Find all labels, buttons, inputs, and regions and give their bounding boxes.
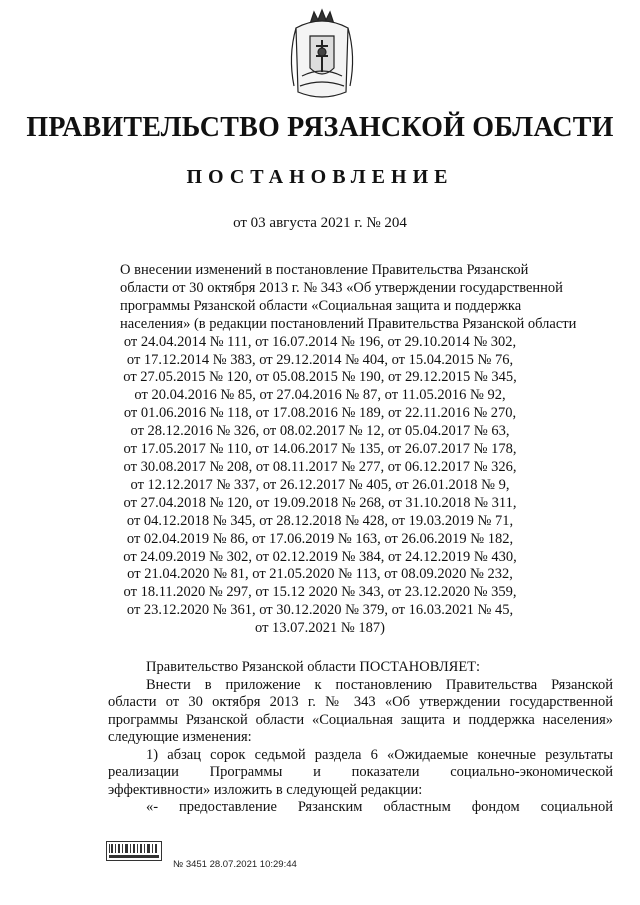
subject-line: от 27.04.2018 № 120, от 19.09.2018 № 268, от 31.10.2018 № 311, xyxy=(123,494,517,511)
subject-line: от 24.04.2014 № 111, от 16.07.2014 № 196, от 29.10.2014 № 302, xyxy=(123,333,517,350)
subject-line: от 18.11.2020 № 297, от 15.12 2020 № 343, от 23.12.2020 № 359, xyxy=(123,584,517,601)
government-title: ПРАВИТЕЛЬСТВО РЯЗАНСКОЙ ОБЛАСТИ xyxy=(26,112,614,143)
subject-line: от 13.07.2021 № 187) xyxy=(255,620,385,637)
body-line: следующие изменения: xyxy=(108,729,252,745)
body-line: области от 30 октября 2013 г. № 343 «Об утверждении государственной xyxy=(108,694,613,710)
subject-line: от 21.04.2020 № 81, от 21.05.2020 № 113, от 08.09.2020 № 232, xyxy=(127,566,513,583)
barcode-stamp-icon xyxy=(106,841,162,861)
item-line: эффективности» изложить в следующей редакции: xyxy=(108,781,423,798)
document-body xyxy=(108,659,613,817)
item-line: реализации Программы и показатели социально-экономической xyxy=(108,764,613,780)
subject-line: области от 30 октября 2013 г. № 343 «Об утверждении государственной xyxy=(120,279,563,296)
subject-line: от 01.06.2016 № 118, от 17.08.2016 № 189, от 22.11.2016 № 270, xyxy=(123,405,517,422)
subject-line: от 28.12.2016 № 326, от 08.02.2017 № 12, от 05.04.2017 № 63, xyxy=(130,423,510,440)
subject-line: населения» (в редакции постановлений Правительства Рязанской области xyxy=(120,315,577,332)
body-line: программы Рязанской области «Социальная защита и поддержка населения» xyxy=(108,711,613,728)
subject-line: программы Рязанской области «Социальная защита и поддержка xyxy=(120,297,522,314)
subject-line: от 12.12.2017 № 337, от 26.12.2017 № 405, от 26.01.2018 № 9, xyxy=(130,476,510,493)
subject-line: от 24.09.2019 № 302, от 02.12.2019 № 384, от 24.12.2019 № 430, xyxy=(123,548,517,565)
document-subject xyxy=(120,262,577,638)
body-line: Внести в приложение к постановлению Правительства Рязанской xyxy=(146,676,613,693)
subject-line: от 20.04.2016 № 85, от 27.04.2016 № 87, от 11.05.2016 № 92, xyxy=(134,387,506,404)
subject-line: О внесении изменений в постановление Правительства Рязанской xyxy=(120,262,529,278)
subject-line: от 17.12.2014 № 383, от 29.12.2014 № 404, от 15.04.2015 № 76, xyxy=(126,351,514,368)
item-line: 1) абзац сорок седьмой раздела 6 «Ожидаемые конечные результаты xyxy=(146,746,613,763)
decree-statement: Правительство Рязанской области ПОСТАНОВЛЯЕТ: xyxy=(146,659,481,675)
subject-line: от 02.04.2019 № 86, от 17.06.2019 № 163, от 26.06.2019 № 182, xyxy=(126,530,514,547)
subject-line: от 04.12.2018 № 345, от 28.12.2018 № 428, от 19.03.2019 № 71, xyxy=(126,512,514,529)
subject-line: от 30.08.2017 № 208, от 08.11.2017 № 277, от 06.12.2017 № 326, xyxy=(123,458,517,475)
document-date-number: от 03 августа 2021 г. № 204 xyxy=(233,215,407,231)
subject-line: от 23.12.2020 № 361, от 30.12.2020 № 379, от 16.03.2021 № 45, xyxy=(126,602,514,619)
subject-line: от 17.05.2017 № 110, от 14.06.2017 № 135, от 26.07.2017 № 178, xyxy=(123,441,517,458)
coat-of-arms-icon xyxy=(286,6,358,104)
subject-line: от 27.05.2015 № 120, от 05.08.2015 № 190, от 29.12.2015 № 345, xyxy=(123,369,517,386)
quote-line: «- предоставление Рязанским областным фондом социальной xyxy=(146,799,613,815)
document-type: ПОСТАНОВЛЕНИЕ xyxy=(186,166,454,188)
registration-reference: № 3451 28.07.2021 10:29:44 xyxy=(173,859,297,870)
